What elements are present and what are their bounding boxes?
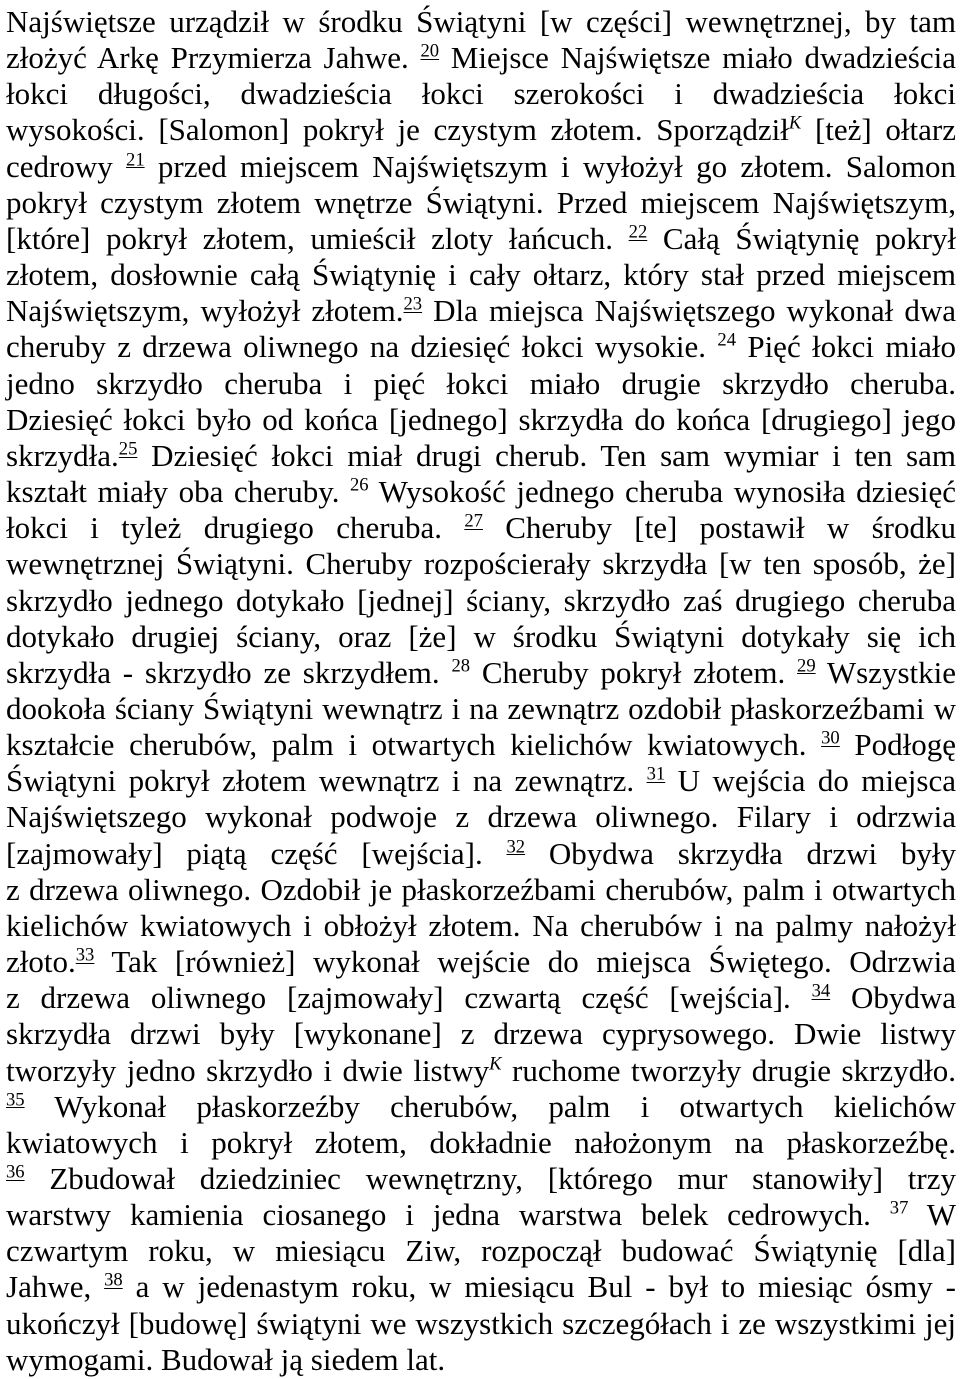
text-line (6, 366, 956, 402)
text-run: Jahwe, (6, 1269, 105, 1305)
text-run: wysokości. [Salomon] pokrył je czystym złotem. Sporządził (6, 112, 789, 148)
text-run: Cheruby pokrył złotem. (470, 654, 798, 690)
verse-number[interactable]: 33 (75, 944, 95, 966)
verse-number[interactable]: 36 (6, 1161, 25, 1183)
text-line (6, 329, 956, 365)
text-line (6, 4, 956, 40)
text-line (6, 293, 956, 329)
text-run: Dla miejsca Najświętszego wykonał dwa (422, 293, 956, 329)
text-run: skrzydła. (6, 437, 119, 473)
footnote-marker: K (788, 113, 802, 135)
text-line (6, 76, 956, 112)
text-line (6, 1161, 956, 1197)
text-run: kształcie cherubów, palm i otwartych kielichów kwiatowych. (6, 727, 822, 763)
text-line (6, 799, 956, 835)
verse-number[interactable]: 25 (118, 438, 138, 460)
text-line (6, 112, 956, 148)
text-run: [zajmowały] piątą część [wejścia]. (6, 835, 507, 871)
text-line (6, 583, 956, 619)
verse-number[interactable]: 22 (628, 221, 648, 243)
text-run: U wejścia do miejsca (665, 763, 956, 799)
text-run: jedno skrzydło cheruba i pięć łokci miało drugie skrzydło cheruba. (6, 365, 956, 401)
text-line (6, 727, 956, 763)
text-run: cheruby z drzewa oliwnego na dziesięć łokci wysokie. (6, 329, 718, 365)
text-run: czwartym roku, w miesiącu Ziw, rozpoczął budować Świątynię [dla] (6, 1233, 956, 1269)
text-line (6, 185, 956, 221)
text-run: Wszystkie (815, 654, 956, 690)
text-run: Cheruby [te] postawił w środku (482, 510, 956, 546)
text-line (6, 221, 956, 257)
verse-number: 24 (717, 330, 736, 352)
text-run: łokci i tyleż drugiego cheruba. (6, 510, 465, 546)
text-line (6, 944, 956, 980)
document-text (6, 4, 956, 1378)
text-run: pokrył czystym złotem wnętrze Świątyni. Przed miejscem Najświętszym, (6, 184, 956, 220)
text-run: W (908, 1197, 956, 1233)
text-line (6, 1125, 956, 1161)
text-line (6, 691, 956, 727)
text-run: wymogami. Budował ją siedem lat. (6, 1341, 446, 1377)
text-run: Wysokość jednego cheruba wynosiła dziesięć (368, 474, 956, 510)
text-run: Obydwa (830, 980, 956, 1016)
text-line (6, 510, 956, 546)
verse-number[interactable]: 32 (506, 836, 526, 858)
footnote-marker: K (489, 1053, 502, 1075)
text-line (6, 1306, 956, 1342)
verse-number[interactable]: 27 (464, 510, 483, 532)
text-line (6, 763, 956, 799)
text-run: Całą Świątynię pokrył (647, 220, 957, 256)
text-line (6, 1089, 956, 1125)
text-line (6, 1269, 956, 1305)
text-run: Pięć łokci miało (735, 329, 956, 365)
text-line (6, 980, 956, 1016)
text-run: złotem, dosłownie całą Świątynię i cały ołtarz, który stał przed miejscem (6, 257, 956, 293)
text-line (6, 1053, 956, 1089)
text-line (6, 474, 956, 510)
text-line (6, 438, 956, 474)
text-run: złożyć Arkę Przymierza Jahwe. (6, 40, 421, 76)
text-run: Tak [również] wykonał wejście do miejsca Świętego. Odrzwia (94, 944, 956, 980)
verse-number[interactable]: 21 (126, 149, 145, 171)
text-run: z drzewa oliwnego [zajmowały] czwartą część [wejścia]. (6, 980, 812, 1016)
text-run: skrzydła drzwi były [wykonane] z drzewa cyprysowego. Dwie listwy (6, 1016, 956, 1052)
text-run: ruchome tworzyły drugie skrzydło. (501, 1052, 956, 1088)
text-run: Dziesięć łokci miał drugi cherub. Ten sam wymiar i ten sam (137, 437, 956, 473)
text-run: Najświętszego wykonał podwoje z drzewa oliwnego. Filary i odrzwia (6, 799, 956, 835)
text-run: łokci długości, dwadzieścia łokci szerokości i dwadzieścia łokci (6, 76, 956, 112)
text-run: skrzydło jednego dotykało [jednej] ściany, skrzydło zaś drugiego cheruba (6, 582, 956, 618)
text-run: kielichów kwiatowych i obłożył złotem. Na cherubów i na palmy nałożył (6, 907, 956, 943)
text-run: Najświętszym, wyłożył złotem. (6, 293, 404, 329)
text-line (6, 619, 956, 655)
text-line (6, 1233, 956, 1269)
verse-number[interactable]: 34 (811, 980, 831, 1002)
verse-number[interactable]: 29 (797, 655, 816, 677)
text-line (6, 836, 956, 872)
text-run: Świątyni pokrył złotem wewnątrz i na zewnątrz. (6, 763, 647, 799)
verse-number[interactable]: 38 (104, 1270, 123, 1292)
text-line (6, 40, 956, 76)
text-run: Dziesięć łokci było od końca [jednego] skrzydła do końca [drugiego] jego (6, 401, 956, 437)
verse-number: 28 (451, 655, 471, 677)
text-run: kształt miały oba cheruby. (6, 474, 350, 510)
verse-number[interactable]: 35 (6, 1089, 25, 1111)
text-run: Wykonał płaskorzeźby cherubów, palm i otwartych kielichów (24, 1088, 956, 1124)
text-line (6, 655, 956, 691)
text-line (6, 402, 956, 438)
text-run: warstwy kamienia ciosanego i jedna warstwa belek cedrowych. (6, 1197, 890, 1233)
text-run: [też] ołtarz (801, 112, 956, 148)
text-run: przed miejscem Najświętszym i wyłożył go złotem. Salomon (144, 148, 956, 184)
text-run: Podłogę (839, 727, 956, 763)
text-line (6, 1016, 956, 1052)
verse-number[interactable]: 30 (821, 727, 840, 749)
text-line (6, 1342, 956, 1378)
text-run: a w jedenastym roku, w miesiącu Bul - był to miesiąc ósmy - (122, 1269, 956, 1305)
text-line (6, 546, 956, 582)
text-run: Zbudował dziedziniec wewnętrzny, [którego mur stanowiły] trzy (24, 1161, 956, 1196)
verse-number: 37 (889, 1197, 909, 1219)
text-run: Najświętsze urządził w środku Świątyni [w części] wewnętrznej, by tam (6, 4, 956, 39)
verse-number[interactable]: 31 (646, 763, 666, 785)
verse-number[interactable]: 20 (420, 40, 440, 62)
text-line (6, 257, 956, 293)
text-line (6, 872, 956, 908)
text-run: wewnętrznej Świątyni. Cheruby rozpościerały skrzydła [w ten sposób, że] (6, 546, 956, 582)
text-line (6, 149, 956, 185)
verse-number: 26 (350, 474, 369, 496)
text-run: kwiatowych i pokrył złotem, dokładnie nałożonym na płaskorzeźbę. (6, 1124, 956, 1160)
text-run: tworzyły jedno skrzydło i dwie listwy (6, 1052, 490, 1088)
text-run: dookoła ściany Świątyni wewnątrz i na zewnątrz ozdobił płaskorzeźbami w (6, 690, 956, 726)
text-run: z drzewa oliwnego. Ozdobił je płaskorzeźbami cherubów, palm i otwartych (6, 871, 956, 907)
verse-number[interactable]: 23 (403, 293, 423, 315)
text-line (6, 908, 956, 944)
text-run: dotykało drugiej ściany, oraz [że] w środku Świątyni dotykały się ich (6, 618, 956, 654)
text-run: Obydwa skrzydła drzwi były (525, 835, 956, 871)
text-run: złoto. (6, 944, 76, 980)
text-run: skrzydła - skrzydło ze skrzydłem. (6, 654, 452, 690)
text-line (6, 1197, 956, 1233)
text-run: cedrowy (6, 148, 127, 184)
text-run: Miejsce Najświętsze miało dwadzieścia (439, 40, 956, 76)
text-run: [które] pokrył złotem, umieścił zloty łańcuch. (6, 220, 629, 256)
text-run: ukończył [budowę] świątyni we wszystkich szczegółach i ze wszystkimi jej (6, 1305, 956, 1341)
